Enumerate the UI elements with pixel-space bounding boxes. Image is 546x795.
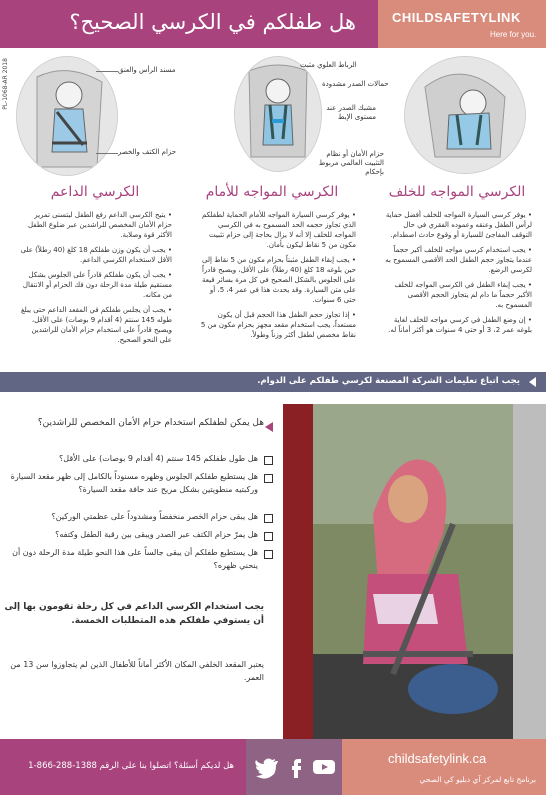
booster-seat-illustration	[16, 56, 118, 176]
checklist-item: هل يستطيع طفلكم أن يبقى جالساً على هذا النحو طيلة مدة الرحلة دون أن ينحني ظهره؟	[12, 548, 258, 570]
forward-seat-illustration	[234, 56, 322, 172]
list-item: • يتيح الكرسي الداعم رفع الطفل ليتسنى تمرير حزام الأمان المخصص للراشدين عبر ضلوع الطفل الأكثر قوة وصلابة.	[20, 210, 172, 240]
list-item: • يجب أن يكون وزن طفلكم 18 كلغ (40 رطلاً) على الأقل لاستخدام الكرسي الداعم.	[20, 245, 172, 265]
booster-requirement-text: يجب استخدام الكرسي الداعم في كل رحلة تقومون بها إلى أن يستوفي طفلكم هذه المتطلبات الخمسة.	[4, 602, 264, 626]
leader-line	[96, 153, 118, 154]
footer-brand	[342, 739, 546, 795]
checklist-item: هل يبقى حزام الخصر منخفضاً ومشدوداً على عظمتي الوركين؟	[51, 512, 258, 521]
forward-facing-text	[200, 210, 356, 345]
document-code: PL-1068-AR 2018	[2, 58, 9, 110]
list-item: • يوفر كرسي السيارة المواجه للأمام الحماية لطفلكم الذي تجاوز حجمه الحد المسموح به في الكرسي المواجه للخلف إلا أنه لا يزال بحاجة إلى حزام تثبيت مكون من 5 نقاط ليكون بأمان.	[200, 210, 356, 250]
checkbox[interactable]	[264, 532, 273, 541]
list-item: • يجب أن يكون طفلكم قادراً على الجلوس بشكل مستقيم طيلة مدة الرحلة دون فك الحزام أو الانتقال من مكانه.	[20, 270, 172, 300]
logo-text: CHILDSAFETYLINK	[392, 10, 521, 25]
girl-seatbelt-photo	[283, 404, 546, 739]
list-item: • يجب إبقاء الطفل مثبتاً بحزام مكون من 5 نقاط إلى حين بلوغه 18 كلغ (40 رطلاً) على الأقل، ويصبح قادراً على الجلوس بالشكل الصحيح في كل مرة بسائر قيعة على متن السيارة. وقد يحدث هذا في عمر 4، 5، أو حتى 6 سنوات.	[200, 255, 356, 305]
rear-facing-child-icon	[405, 57, 525, 173]
booster-text	[20, 210, 172, 350]
checkbox[interactable]	[264, 474, 273, 483]
checklist-item: هل طول طفلكم 145 سنتم (4 أقدام 9 بوصات) على الأقل؟	[59, 454, 258, 463]
twitter-icon[interactable]	[254, 755, 278, 779]
back-seat-note: يعتبر المقعد الخلفي المكان الأكثر أماناً للأطفال الذين لم يتجاوزوا سن 13 من العمر.	[10, 660, 264, 682]
checkbox[interactable]	[264, 456, 273, 465]
triangle-icon	[265, 422, 273, 432]
youtube-icon[interactable]	[312, 755, 336, 779]
checklist-item: هل يستطيع طفلكم الجلوس وظهره مسنوداً بالكامل إلى ظهر مقعد السيارة وركبتيه منطويتين بشكل مريح عند حافة مقعد السيارة؟	[10, 472, 258, 494]
rear-facing-seat-illustration	[404, 56, 526, 174]
rear-facing-text	[382, 210, 532, 340]
page-title: هل طفلكم في الكرسي الصحيح؟	[69, 10, 356, 34]
booster-title: الكرسي الداعم	[50, 184, 140, 200]
leader-line	[96, 71, 118, 72]
callout-belt-or-latch: حزام الأمان أو نظام التثبيت العالمي مربوط بإحكام	[318, 150, 384, 176]
callout-head-support: مسند الرأس والعنق	[118, 66, 176, 74]
list-item: • إذا تجاوز حجم الطفل هذا الحجم قبل أن يكون مستعداً، يجب استخدام مقعد مجهز بحزام مكون من 5 نقاط مخصص لطفل أكثر وزناً وطولاً.	[200, 310, 356, 340]
footer-social	[246, 739, 342, 795]
list-item: • يجب استخدام كرسي مواجه للخلف أكبر حجماً عندما يتجاوز حجم الطفل الحد الأقصى المسموح به لكرسي الرضع.	[382, 245, 532, 275]
program-text: برنامج تابع لمركز آي دبليو كي الصحي	[419, 775, 536, 784]
facebook-icon[interactable]	[284, 755, 308, 779]
list-item: • يجب إبقاء الطفل في الكرسي المواجه للخلف الأكبر حجماً ما دام لم يتجاوز الحجم الأقصى المسموح به.	[382, 280, 532, 310]
rear-facing-title: الكرسي المواجه للخلف	[388, 184, 526, 200]
list-item: • يوفر كرسي السيارة المواجه للخلف أفضل حماية لرأس الطفل وعنقه وعموده الفقري في حال التوقف المفاجئ للسيارة أو وقوع حادث اصطدام.	[382, 210, 532, 240]
forward-facing-title: الكرسي المواجه للأمام	[205, 184, 339, 200]
callout-top-tether: الرباط العلوي مثبت	[300, 61, 357, 69]
checklist-item: هل يمرّ حزام الكتف عبر الصدر ويبقى بين رقبة الطفل وكتفه؟	[55, 530, 258, 539]
checklist-heading: هل يمكن لطفلكم استخدام حزام الأمان المخصص للراشدين؟	[37, 418, 264, 428]
notice-bar	[0, 372, 546, 392]
list-item: • إن وضع الطفل في كرسي مواجه للخلف لغاية بلوغه عمر 2، 3 أو حتى 4 سنوات هو أكثر أماناً له.	[382, 315, 532, 335]
callout-chest-clip: مشبك الصدر عند مستوى الإبط	[326, 104, 376, 121]
logo	[378, 0, 546, 48]
notice-text: يجب اتباع تعليمات الشركة المصنعة لكرسي طفلكم على الدوام.	[257, 376, 520, 386]
callout-lap-shoulder-belt: حزام الكتف والخصر	[118, 148, 177, 156]
callout-harness-straps: حمالات الصدر مشدودة	[322, 80, 389, 88]
forward-child-icon	[235, 57, 321, 171]
list-item: • يجب أن يجلس طفلكم في المقعد الداعم حتى يبلغ طوله 145 سنتم (4 أقدام 9 بوصات) على الأقل، ويصبح قادراً على استخدام حزام الأمان للراشدين على النحو الصحيح.	[20, 305, 172, 345]
logo-tagline: Here for you.	[490, 30, 537, 39]
child-in-car-photo	[283, 404, 546, 739]
footer-contact	[0, 739, 246, 795]
checkbox[interactable]	[264, 550, 273, 559]
booster-child-icon	[17, 57, 117, 175]
footer-phone-text[interactable]: هل لديكم أسئلة؟ اتصلوا بنا على الرقم 1388-288-866-1	[28, 761, 234, 771]
triangle-icon	[529, 377, 536, 387]
checkbox[interactable]	[264, 514, 273, 523]
website-link[interactable]: childsafetylink.ca	[388, 751, 487, 766]
